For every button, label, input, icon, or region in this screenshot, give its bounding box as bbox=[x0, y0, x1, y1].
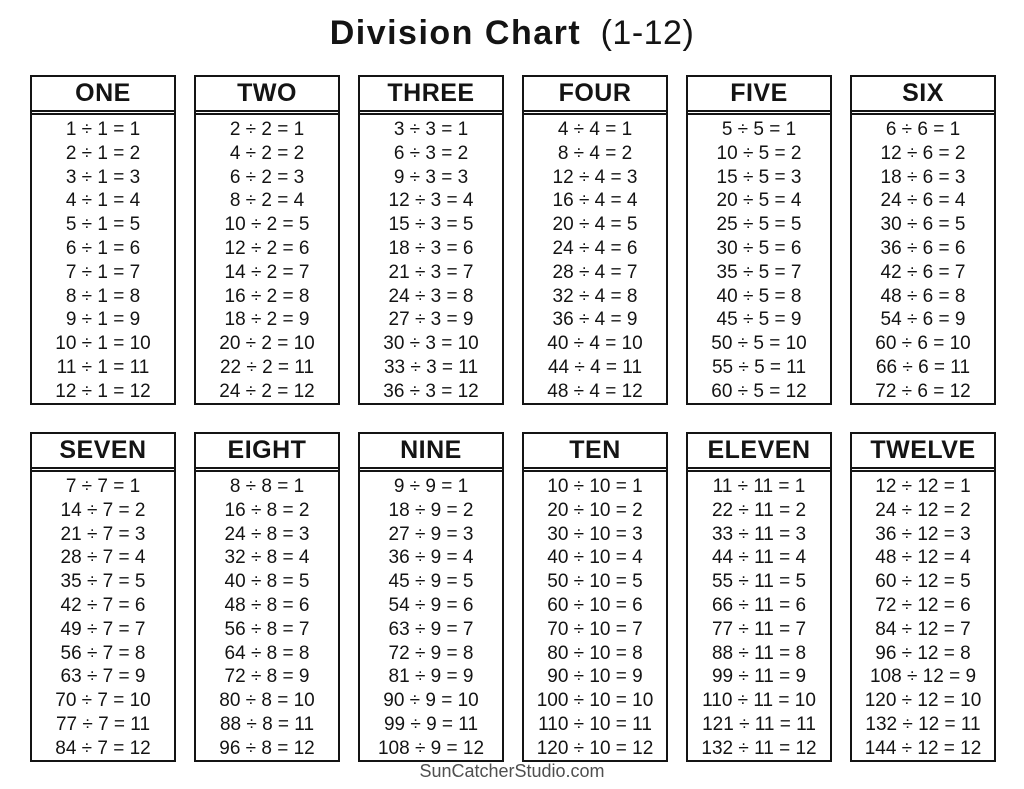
equation-row: 9 ÷ 3 = 3 bbox=[393, 166, 469, 188]
division-box-seven bbox=[30, 432, 176, 762]
equation-row: 35 ÷ 5 = 7 bbox=[716, 261, 802, 283]
division-box-one bbox=[30, 75, 176, 405]
equation-row: 56 ÷ 7 = 8 bbox=[60, 642, 146, 664]
equation-row: 24 ÷ 6 = 4 bbox=[880, 190, 966, 212]
equation-row: 28 ÷ 4 = 7 bbox=[552, 261, 638, 283]
equation-row: 4 ÷ 2 = 2 bbox=[229, 142, 305, 164]
equation-row: 72 ÷ 8 = 9 bbox=[224, 666, 310, 688]
equation-row: 40 ÷ 10 = 4 bbox=[547, 547, 643, 569]
box-body bbox=[524, 113, 666, 404]
equation-row: 21 ÷ 7 = 3 bbox=[60, 523, 146, 545]
equation-row: 48 ÷ 12 = 4 bbox=[875, 547, 971, 569]
equation-row: 36 ÷ 3 = 12 bbox=[383, 380, 479, 402]
equation-row: 70 ÷ 7 = 10 bbox=[55, 690, 151, 712]
equation-row: 28 ÷ 7 = 4 bbox=[60, 547, 146, 569]
equation-row: 7 ÷ 7 = 1 bbox=[65, 476, 141, 497]
division-box-eight bbox=[194, 432, 340, 762]
equation-row: 60 ÷ 12 = 5 bbox=[875, 571, 971, 593]
equation-row: 11 ÷ 11 = 1 bbox=[712, 476, 806, 497]
equation-row: 15 ÷ 5 = 3 bbox=[716, 166, 802, 188]
equation-row: 8 ÷ 8 = 1 bbox=[229, 476, 305, 497]
equation-row: 90 ÷ 10 = 9 bbox=[547, 666, 643, 688]
equation-row: 27 ÷ 3 = 9 bbox=[388, 309, 474, 331]
equation-row: 24 ÷ 2 = 12 bbox=[219, 380, 315, 402]
division-box-three bbox=[358, 75, 504, 405]
equation-row: 12 ÷ 12 = 1 bbox=[875, 476, 971, 497]
page-title-range-text: (1-12) bbox=[600, 14, 695, 52]
equation-row: 72 ÷ 9 = 8 bbox=[388, 642, 474, 664]
page-title bbox=[0, 13, 1024, 53]
box-header: TWO bbox=[196, 77, 338, 112]
equation-row: 77 ÷ 11 = 7 bbox=[711, 618, 807, 640]
equation-row: 132 ÷ 11 = 12 bbox=[701, 737, 817, 759]
equation-row: 80 ÷ 8 = 10 bbox=[219, 690, 315, 712]
equation-row: 60 ÷ 10 = 6 bbox=[547, 594, 643, 616]
division-box-five bbox=[686, 75, 832, 405]
equation-row: 42 ÷ 7 = 6 bbox=[60, 594, 146, 616]
equation-row: 88 ÷ 11 = 8 bbox=[711, 642, 807, 664]
equation-row: 49 ÷ 7 = 7 bbox=[60, 618, 146, 640]
equation-row: 24 ÷ 12 = 2 bbox=[875, 499, 971, 521]
equation-row: 12 ÷ 4 = 3 bbox=[552, 166, 638, 188]
equation-row: 96 ÷ 12 = 8 bbox=[875, 642, 971, 664]
equation-row: 18 ÷ 3 = 6 bbox=[388, 237, 474, 259]
equation-row: 120 ÷ 12 = 10 bbox=[864, 690, 982, 712]
equation-row: 63 ÷ 7 = 9 bbox=[60, 666, 146, 688]
equation-row: 40 ÷ 8 = 5 bbox=[224, 571, 310, 593]
equation-row: 80 ÷ 10 = 8 bbox=[547, 642, 643, 664]
equation-row: 36 ÷ 4 = 9 bbox=[552, 309, 638, 331]
equation-row: 108 ÷ 9 = 12 bbox=[377, 737, 485, 759]
box-body bbox=[360, 113, 502, 404]
page-title-main: Division Chart bbox=[329, 14, 582, 52]
box-body bbox=[688, 470, 830, 761]
equation-row: 14 ÷ 7 = 2 bbox=[60, 499, 146, 521]
box-header: TWELVE bbox=[852, 434, 994, 469]
box-header: ELEVEN bbox=[688, 434, 830, 469]
equation-row: 144 ÷ 12 = 12 bbox=[864, 737, 982, 759]
equation-row: 56 ÷ 8 = 7 bbox=[224, 618, 310, 640]
equation-row: 20 ÷ 10 = 2 bbox=[547, 499, 643, 521]
equation-row: 16 ÷ 8 = 2 bbox=[224, 499, 310, 521]
equation-row: 22 ÷ 2 = 11 bbox=[219, 356, 315, 378]
equation-row: 36 ÷ 9 = 4 bbox=[388, 547, 474, 569]
equation-row: 6 ÷ 6 = 1 bbox=[885, 119, 961, 140]
equation-row: 12 ÷ 6 = 2 bbox=[880, 142, 966, 164]
equation-row: 30 ÷ 10 = 3 bbox=[547, 523, 643, 545]
equation-row: 81 ÷ 9 = 9 bbox=[388, 666, 474, 688]
equation-row: 40 ÷ 5 = 8 bbox=[716, 285, 802, 307]
box-header: TEN bbox=[524, 434, 666, 469]
box-body bbox=[196, 470, 338, 761]
equation-row: 20 ÷ 4 = 5 bbox=[552, 214, 638, 236]
equation-row: 10 ÷ 2 = 5 bbox=[224, 214, 310, 236]
equation-row: 12 ÷ 1 = 12 bbox=[55, 380, 151, 402]
equation-row: 6 ÷ 3 = 2 bbox=[393, 142, 469, 164]
equation-row: 15 ÷ 3 = 5 bbox=[388, 214, 474, 236]
division-box-two bbox=[194, 75, 340, 405]
equation-row: 27 ÷ 9 = 3 bbox=[388, 523, 474, 545]
equation-row: 121 ÷ 11 = 11 bbox=[702, 713, 816, 735]
equation-row: 20 ÷ 5 = 4 bbox=[716, 190, 802, 212]
equation-row: 24 ÷ 8 = 3 bbox=[224, 523, 310, 545]
equation-row: 35 ÷ 7 = 5 bbox=[60, 571, 146, 593]
equation-row: 64 ÷ 8 = 8 bbox=[224, 642, 310, 664]
equation-row: 11 ÷ 1 = 11 bbox=[56, 356, 150, 378]
footer-credit: SunCatcherStudio.com bbox=[419, 761, 605, 781]
equation-row: 3 ÷ 1 = 3 bbox=[65, 166, 141, 188]
equation-row: 110 ÷ 10 = 11 bbox=[538, 713, 652, 735]
equation-row: 24 ÷ 3 = 8 bbox=[388, 285, 474, 307]
equation-row: 30 ÷ 6 = 5 bbox=[880, 214, 966, 236]
equation-row: 3 ÷ 3 = 1 bbox=[393, 119, 469, 140]
equation-row: 45 ÷ 9 = 5 bbox=[388, 571, 474, 593]
equation-row: 33 ÷ 3 = 11 bbox=[383, 356, 479, 378]
equation-row: 84 ÷ 12 = 7 bbox=[875, 618, 971, 640]
equation-row: 25 ÷ 5 = 5 bbox=[716, 214, 802, 236]
box-body bbox=[196, 113, 338, 404]
equation-row: 4 ÷ 1 = 4 bbox=[65, 190, 141, 212]
equation-row: 2 ÷ 2 = 1 bbox=[229, 119, 305, 140]
equation-row: 50 ÷ 5 = 10 bbox=[711, 333, 807, 355]
equation-row: 99 ÷ 9 = 11 bbox=[383, 713, 479, 735]
equation-row: 21 ÷ 3 = 7 bbox=[388, 261, 474, 283]
division-grid bbox=[30, 75, 996, 762]
equation-row: 55 ÷ 5 = 11 bbox=[711, 356, 807, 378]
equation-row: 24 ÷ 4 = 6 bbox=[552, 237, 638, 259]
equation-row: 77 ÷ 7 = 11 bbox=[55, 713, 151, 735]
equation-row: 1 ÷ 1 = 1 bbox=[65, 119, 141, 140]
box-body bbox=[852, 113, 994, 404]
page-title-range bbox=[591, 14, 601, 52]
division-box-nine bbox=[358, 432, 504, 762]
box-body bbox=[32, 470, 174, 761]
equation-row: 42 ÷ 6 = 7 bbox=[880, 261, 966, 283]
equation-row: 30 ÷ 5 = 6 bbox=[716, 237, 802, 259]
equation-row: 5 ÷ 1 = 5 bbox=[65, 214, 141, 236]
equation-row: 132 ÷ 12 = 11 bbox=[865, 713, 981, 735]
equation-row: 12 ÷ 3 = 4 bbox=[388, 190, 474, 212]
equation-row: 60 ÷ 6 = 10 bbox=[875, 333, 971, 355]
box-header: FOUR bbox=[524, 77, 666, 112]
equation-row: 96 ÷ 8 = 12 bbox=[219, 737, 315, 759]
equation-row: 18 ÷ 6 = 3 bbox=[880, 166, 966, 188]
equation-row: 44 ÷ 4 = 11 bbox=[547, 356, 643, 378]
division-box-eleven bbox=[686, 432, 832, 762]
equation-row: 10 ÷ 1 = 10 bbox=[55, 333, 151, 355]
equation-row: 90 ÷ 9 = 10 bbox=[383, 690, 479, 712]
equation-row: 8 ÷ 2 = 4 bbox=[229, 190, 305, 212]
equation-row: 8 ÷ 4 = 2 bbox=[557, 142, 633, 164]
equation-row: 36 ÷ 6 = 6 bbox=[880, 237, 966, 259]
equation-row: 84 ÷ 7 = 12 bbox=[55, 737, 151, 759]
equation-row: 48 ÷ 8 = 6 bbox=[224, 594, 310, 616]
box-header: EIGHT bbox=[196, 434, 338, 469]
equation-row: 72 ÷ 6 = 12 bbox=[875, 380, 971, 402]
equation-row: 54 ÷ 9 = 6 bbox=[388, 594, 474, 616]
equation-row: 110 ÷ 11 = 10 bbox=[702, 690, 816, 712]
equation-row: 60 ÷ 5 = 12 bbox=[711, 380, 807, 402]
box-body bbox=[852, 470, 994, 761]
equation-row: 120 ÷ 10 = 12 bbox=[536, 737, 654, 759]
equation-row: 45 ÷ 5 = 9 bbox=[716, 309, 802, 331]
box-header: NINE bbox=[360, 434, 502, 469]
equation-row: 18 ÷ 2 = 9 bbox=[224, 309, 310, 331]
box-body bbox=[524, 470, 666, 761]
division-box-six bbox=[850, 75, 996, 405]
equation-row: 8 ÷ 1 = 8 bbox=[65, 285, 141, 307]
equation-row: 66 ÷ 6 = 11 bbox=[875, 356, 971, 378]
box-body bbox=[688, 113, 830, 404]
equation-row: 40 ÷ 4 = 10 bbox=[547, 333, 643, 355]
box-header: ONE bbox=[32, 77, 174, 112]
equation-row: 33 ÷ 11 = 3 bbox=[711, 523, 807, 545]
division-box-ten bbox=[522, 432, 668, 762]
equation-row: 4 ÷ 4 = 1 bbox=[557, 119, 633, 140]
equation-row: 10 ÷ 10 = 1 bbox=[547, 476, 643, 497]
equation-row: 22 ÷ 11 = 2 bbox=[711, 499, 807, 521]
equation-row: 63 ÷ 9 = 7 bbox=[388, 618, 474, 640]
equation-row: 12 ÷ 2 = 6 bbox=[224, 237, 310, 259]
equation-row: 32 ÷ 8 = 4 bbox=[224, 547, 310, 569]
equation-row: 100 ÷ 10 = 10 bbox=[536, 690, 654, 712]
equation-row: 44 ÷ 11 = 4 bbox=[711, 547, 807, 569]
equation-row: 48 ÷ 4 = 12 bbox=[547, 380, 643, 402]
equation-row: 55 ÷ 11 = 5 bbox=[711, 571, 807, 593]
equation-row: 32 ÷ 4 = 8 bbox=[552, 285, 638, 307]
equation-row: 16 ÷ 4 = 4 bbox=[552, 190, 638, 212]
equation-row: 7 ÷ 1 = 7 bbox=[65, 261, 141, 283]
equation-row: 5 ÷ 5 = 1 bbox=[721, 119, 797, 140]
box-body bbox=[360, 470, 502, 761]
equation-row: 88 ÷ 8 = 11 bbox=[219, 713, 315, 735]
equation-row: 9 ÷ 9 = 1 bbox=[393, 476, 469, 497]
equation-row: 54 ÷ 6 = 9 bbox=[880, 309, 966, 331]
equation-row: 2 ÷ 1 = 2 bbox=[65, 142, 141, 164]
equation-row: 18 ÷ 9 = 2 bbox=[388, 499, 474, 521]
equation-row: 9 ÷ 1 = 9 bbox=[65, 309, 141, 331]
box-body bbox=[32, 113, 174, 404]
box-header: SIX bbox=[852, 77, 994, 112]
equation-row: 70 ÷ 10 = 7 bbox=[547, 618, 643, 640]
equation-row: 20 ÷ 2 = 10 bbox=[219, 333, 315, 355]
box-header: SEVEN bbox=[32, 434, 174, 469]
equation-row: 99 ÷ 11 = 9 bbox=[711, 666, 807, 688]
equation-row: 72 ÷ 12 = 6 bbox=[875, 594, 971, 616]
equation-row: 30 ÷ 3 = 10 bbox=[383, 333, 479, 355]
equation-row: 66 ÷ 11 = 6 bbox=[711, 594, 807, 616]
division-box-twelve bbox=[850, 432, 996, 762]
box-header: THREE bbox=[360, 77, 502, 112]
equation-row: 10 ÷ 5 = 2 bbox=[716, 142, 802, 164]
equation-row: 48 ÷ 6 = 8 bbox=[880, 285, 966, 307]
equation-row: 6 ÷ 2 = 3 bbox=[229, 166, 305, 188]
equation-row: 50 ÷ 10 = 5 bbox=[547, 571, 643, 593]
equation-row: 14 ÷ 2 = 7 bbox=[224, 261, 310, 283]
box-header: FIVE bbox=[688, 77, 830, 112]
division-box-four bbox=[522, 75, 668, 405]
equation-row: 36 ÷ 12 = 3 bbox=[875, 523, 971, 545]
equation-row: 108 ÷ 12 = 9 bbox=[869, 666, 977, 688]
equation-row: 6 ÷ 1 = 6 bbox=[65, 237, 141, 259]
equation-row: 16 ÷ 2 = 8 bbox=[224, 285, 310, 307]
